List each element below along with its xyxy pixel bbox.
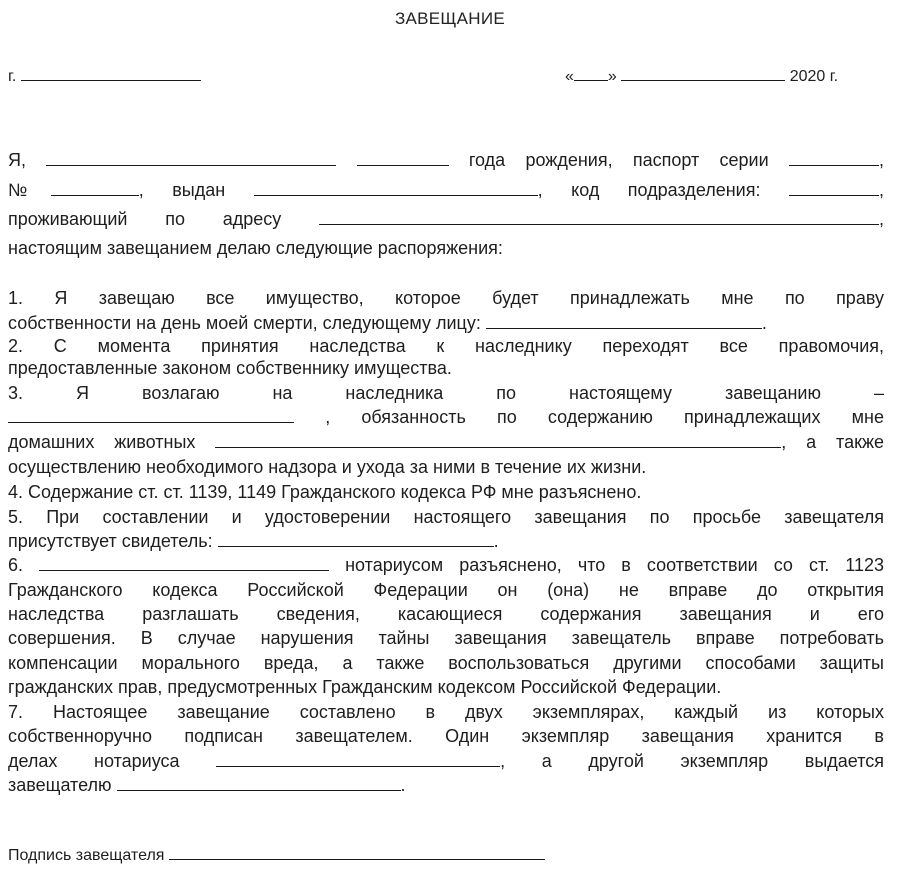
year-text: 2020 г.	[789, 68, 839, 85]
p7-line-2: собственноручно подписан завещателем. Один экземпляр завещания хранится в	[8, 726, 884, 746]
testator-text: завещателю	[8, 775, 112, 795]
testator-blank[interactable]	[117, 774, 401, 791]
date-open-quote: «	[565, 68, 574, 85]
issued-by-blank[interactable]	[254, 179, 538, 196]
dot: .	[761, 313, 767, 333]
witness-text: присутствует свидетель:	[8, 531, 213, 551]
p6-line-5: компенсации морального вреда, а также воспользоваться другими способами защиты	[8, 653, 884, 673]
city-prefix: г.	[8, 68, 17, 85]
address-blank[interactable]	[319, 208, 879, 225]
month-blank[interactable]	[621, 64, 785, 81]
p3-line-1: 3. Я возлагаю на наследника по настоящему завещанию –	[8, 383, 884, 403]
date-close-quote: »	[607, 68, 617, 85]
comma: ,	[878, 180, 884, 200]
day-blank[interactable]	[574, 64, 608, 81]
p6-number: 6.	[8, 555, 24, 575]
p3-duty-text: , обязанность по содержанию принадлежащих мне	[325, 407, 884, 427]
intro-line-4: настоящим завещанием делаю следующие распоряжения:	[8, 238, 503, 258]
p5-line-2	[8, 529, 499, 553]
also-text: , а также	[781, 432, 885, 452]
division-code-text: код подразделения:	[571, 180, 761, 200]
division-code-blank[interactable]	[789, 179, 879, 196]
comma: ,	[138, 180, 144, 200]
copy-issued-text: , а другой экземпляр выдается	[500, 751, 884, 771]
comma: ,	[878, 150, 884, 170]
notary-text: делах нотариуса	[8, 751, 180, 771]
signature-blank[interactable]	[169, 843, 545, 860]
heir-blank[interactable]	[486, 312, 762, 329]
p7-line-4	[8, 773, 406, 797]
p2-line-2: предоставленные законом собственнику имущества.	[8, 358, 452, 378]
number-sign: №	[8, 180, 51, 200]
intro-i: Я,	[8, 150, 26, 170]
pets-blank[interactable]	[215, 431, 781, 448]
p6-line-3: наследства разглашать сведения, касающиеся содержания завещания и его	[8, 604, 884, 624]
document-title: ЗАВЕЩАНИЕ	[394, 9, 506, 28]
p7-line-1: 7. Настоящее завещание составлено в двух экземплярах, каждый из которых	[8, 702, 884, 722]
issued-text: выдан	[172, 180, 226, 200]
person-blank[interactable]	[39, 554, 329, 571]
signature-line	[8, 843, 545, 868]
birth-passport-text: года рождения, паспорт серии	[468, 150, 769, 170]
comma: ,	[537, 180, 543, 200]
dot: .	[493, 531, 499, 551]
intro-line-3	[8, 207, 884, 231]
p6-line-1	[8, 553, 884, 577]
p6-line-6: гражданских прав, предусмотренных Гражданским кодексом Российской Федерации.	[8, 677, 722, 697]
passport-series-blank[interactable]	[789, 149, 879, 166]
notary-blank[interactable]	[216, 750, 500, 767]
p1-text: собственности на день моей смерти, следующему лицу:	[8, 313, 481, 333]
intro-line-2	[8, 178, 884, 202]
p1-line-1: 1. Я завещаю все имущество, которое будет принадлежать мне по праву	[8, 288, 884, 308]
p6-text-1: нотариусом разъяснено, что в соответствии со ст. 1123	[345, 555, 884, 575]
p2-line-1: 2. С момента принятия наследства к наследнику переходят все правомочия,	[8, 336, 884, 356]
p3-line-4: осуществлению необходимого надзора и ухода за ними в течение их жизни.	[8, 457, 647, 477]
birth-year-blank[interactable]	[357, 149, 449, 166]
city-blank[interactable]	[21, 64, 201, 81]
city-line	[8, 64, 201, 89]
pets-text: домашних животных	[8, 432, 196, 452]
p6-line-4: совершения. В случае нарушения тайны завещания завещатель вправе потребовать	[8, 628, 884, 648]
date-line	[565, 64, 838, 89]
p3-line-3	[8, 430, 884, 454]
signature-label: Подпись завещателя	[8, 847, 165, 864]
address-text: проживающий по адресу	[8, 209, 282, 229]
passport-number-blank[interactable]	[51, 179, 139, 196]
dot: .	[400, 775, 406, 795]
p5-line-1: 5. При составлении и удостоверении настоящего завещания по просьбе завещателя	[8, 507, 884, 527]
p1-line-2	[8, 311, 767, 335]
heir-name-blank[interactable]	[8, 406, 294, 423]
full-name-blank[interactable]	[46, 149, 336, 166]
comma: ,	[878, 209, 884, 229]
intro-line-1	[8, 148, 884, 172]
p7-line-3	[8, 749, 884, 773]
p4-line: 4. Содержание ст. ст. 1139, 1149 Гражданского кодекса РФ мне разъяснено.	[8, 482, 642, 502]
witness-blank[interactable]	[218, 530, 494, 547]
p3-line-2	[8, 405, 884, 429]
p6-line-2: Гражданского кодекса Российской Федерации он (она) не вправе до открытия	[8, 580, 884, 600]
